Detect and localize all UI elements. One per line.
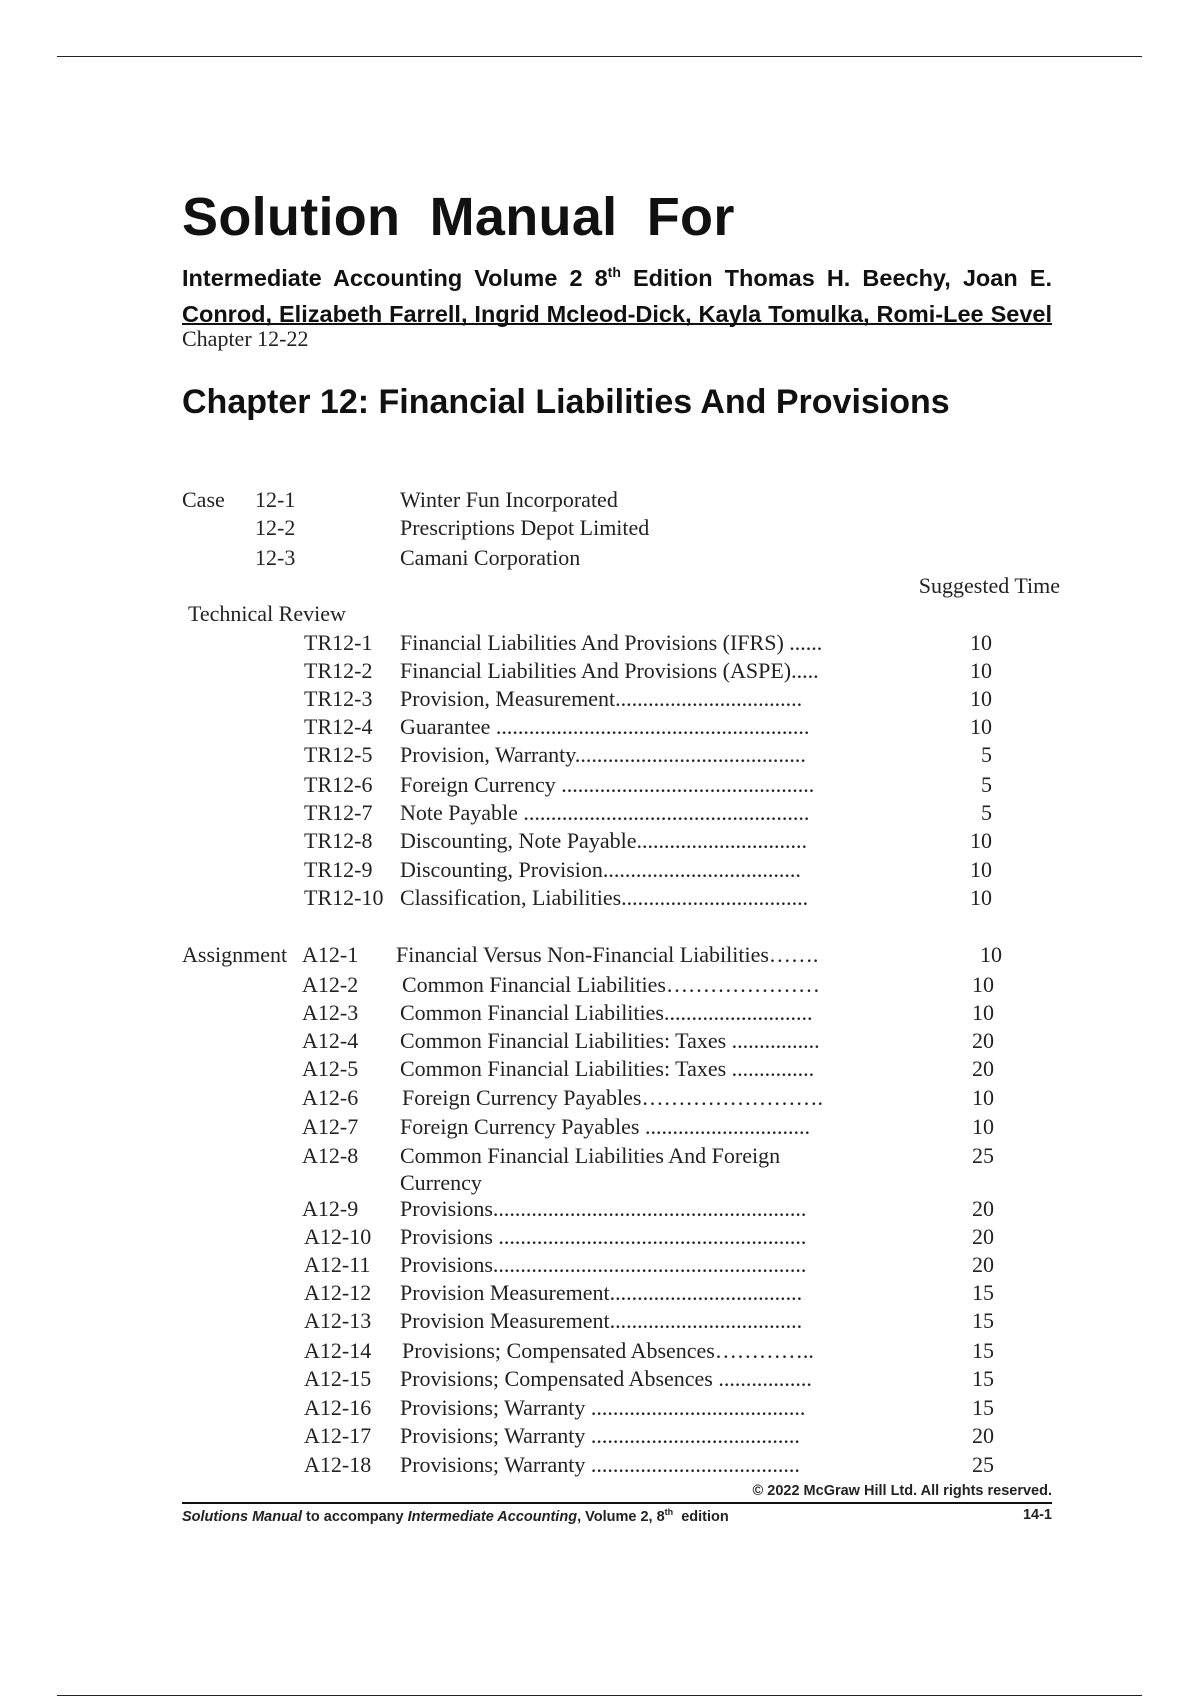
assignment-code: A12-13 [304, 1308, 372, 1333]
tr-time: 10 [970, 885, 992, 910]
assignment-time: 20 [972, 1028, 994, 1053]
assignment-time: 20 [972, 1252, 994, 1277]
case-title: Camani Corporation [400, 545, 581, 570]
assignment-time: 15 [972, 1308, 994, 1333]
assignment-time: 10 [972, 1000, 994, 1025]
tr-code: TR12-4 [304, 714, 373, 739]
assignment-code: A12-12 [304, 1280, 372, 1305]
assignment-row [182, 1085, 1052, 1111]
assignment-code: A12-16 [304, 1395, 372, 1420]
bottom-rule [57, 1695, 1142, 1696]
case-row [182, 515, 1052, 541]
tr-code: TR12-9 [304, 857, 373, 882]
tr-title: Note Payable .................................................... [400, 800, 810, 825]
chapter-range: Chapter 12-22 [182, 326, 309, 351]
assignment-code: A12-11 [304, 1252, 371, 1277]
assignment-code: A12-14 [304, 1338, 372, 1363]
assignment-title: Foreign Currency Payables .............................. [400, 1114, 810, 1139]
assignment-time: 10 [980, 942, 1002, 967]
book-subtitle [182, 254, 1052, 332]
assignment-time: 15 [972, 1395, 994, 1420]
subtitle-rule [182, 323, 1052, 325]
tr-title: Foreign Currency .............................................. [400, 772, 815, 797]
footer-text-3: edition [673, 1508, 729, 1525]
assignment-code: A12-6 [302, 1085, 359, 1110]
tr-row [182, 742, 1052, 768]
footer-text-1: to accompany [302, 1508, 408, 1525]
suggested-time-header: Suggested Time [918, 573, 1060, 598]
subtitle-authors: Edition Thomas H. Beechy, Joan E. Conrod, Elizabeth Farrell, Ingrid Mcleod-Dick, Kayla Tomulka, Romi-Lee Sevel [182, 264, 1052, 327]
assignment-code: A12-15 [304, 1366, 372, 1391]
assignment-time: 25 [972, 1452, 994, 1477]
assignment-title: Provisions; Compensated Absences………….. [402, 1338, 814, 1363]
assignment-row [182, 1395, 1052, 1421]
footer-superscript: th [664, 1507, 674, 1517]
assignment-row [182, 1252, 1052, 1278]
assignment-title: Common Financial Liabilities........................... [400, 1000, 813, 1025]
tr-row [182, 686, 1052, 712]
tr-time: 5 [981, 800, 992, 825]
assignment-row [182, 1308, 1052, 1334]
tr-row [182, 800, 1052, 826]
assignment-row [182, 1452, 1052, 1478]
assignment-row [182, 1114, 1052, 1140]
assignment-code: A12-2 [302, 972, 359, 997]
assignment-title: Provisions......................................................... [400, 1196, 807, 1221]
tr-title: Provision, Measurement.................................. [400, 686, 803, 711]
tr-row [182, 630, 1052, 656]
assignment-row [182, 1423, 1052, 1449]
assignment-row [182, 1143, 1052, 1169]
page-title: Solution Manual For [182, 187, 735, 247]
tr-code: TR12-5 [304, 742, 373, 767]
assignment-title: Provisions; Compensated Absences ................. [400, 1366, 812, 1391]
tr-row [182, 658, 1052, 684]
assignment-title: Provisions......................................................... [400, 1252, 807, 1277]
assignment-time: 15 [972, 1280, 994, 1305]
assignment-title: Foreign Currency Payables……………………. [402, 1085, 823, 1110]
assignment-code: A12-7 [302, 1114, 359, 1139]
assignment-time: 10 [972, 1085, 994, 1110]
assignment-row [182, 942, 1052, 968]
tr-title: Discounting, Provision.................................... [400, 857, 801, 882]
case-title: Prescriptions Depot Limited [400, 515, 650, 540]
assignment-time: 15 [972, 1366, 994, 1391]
footer-caption [182, 1507, 729, 1525]
assignment-title-continued: Currency [400, 1170, 482, 1195]
top-rule [57, 56, 1142, 57]
assignment-row [182, 1000, 1052, 1026]
case-code: 12-3 [255, 545, 296, 570]
assignment-row [182, 1366, 1052, 1392]
tr-code: TR12-8 [304, 828, 373, 853]
assignment-row [182, 972, 1052, 998]
tr-row [182, 772, 1052, 798]
assignment-code: A12-5 [302, 1056, 359, 1081]
assignment-time: 15 [972, 1338, 994, 1363]
case-label: Case [182, 487, 225, 512]
assignment-code: A12-17 [304, 1423, 372, 1448]
assignment-code: A12-18 [304, 1452, 372, 1477]
assignment-code: A12-9 [302, 1196, 359, 1221]
tr-time: 10 [970, 714, 992, 739]
tr-title: Classification, Liabilities.................................. [400, 885, 809, 910]
assignment-time: 20 [972, 1423, 994, 1448]
footer-rule [182, 1502, 1052, 1504]
assignment-code: A12-4 [302, 1028, 359, 1053]
assignment-title: Common Financial Liabilities………………… [402, 972, 820, 997]
tr-row [182, 857, 1052, 883]
assignment-title: Provisions; Warranty ...................................... [400, 1452, 800, 1477]
page-number: 14-1 [1022, 1507, 1052, 1523]
assignment-time: 10 [972, 1114, 994, 1139]
tr-code: TR12-10 [304, 885, 384, 910]
assignment-title: Common Financial Liabilities: Taxes ............... [400, 1056, 815, 1081]
tr-row [182, 714, 1052, 740]
assignment-row [182, 1028, 1052, 1054]
tr-time: 5 [981, 742, 992, 767]
tr-time: 5 [981, 772, 992, 797]
tr-code: TR12-7 [304, 800, 373, 825]
assignment-time: 10 [972, 972, 994, 997]
tr-code: TR12-6 [304, 772, 373, 797]
assignment-row-continuation [182, 1170, 1052, 1196]
assignment-title: Provision Measurement................................... [400, 1308, 803, 1333]
assignment-label: Assignment [182, 942, 288, 967]
tr-title: Discounting, Note Payable............................... [400, 828, 807, 853]
tr-code: TR12-2 [304, 658, 373, 683]
tr-time: 10 [970, 658, 992, 683]
assignment-title: Financial Versus Non-Financial Liabilities……. [396, 942, 819, 967]
tr-row [182, 828, 1052, 854]
assignment-title: Provision Measurement................................... [400, 1280, 803, 1305]
tr-row [182, 885, 1052, 911]
case-row [182, 545, 1052, 571]
assignment-time: 20 [972, 1224, 994, 1249]
subtitle-part: Intermediate Accounting Volume 2 8 [182, 264, 608, 291]
assignment-title: Common Financial Liabilities And Foreign [400, 1143, 781, 1168]
tr-title: Financial Liabilities And Provisions (IFRS) ...... [400, 630, 823, 655]
assignment-row [182, 1280, 1052, 1306]
assignment-row [182, 1056, 1052, 1082]
tr-title: Guarantee ......................................................... [400, 714, 810, 739]
footer-text-2: , Volume 2, 8 [577, 1508, 665, 1525]
copyright-notice: © 2022 McGraw Hill Ltd. All rights reserved. [752, 1483, 1052, 1499]
chapter-title: Chapter 12: Financial Liabilities And Provisions [182, 383, 950, 421]
assignment-code: A12-1 [302, 942, 359, 967]
assignment-title: Provisions; Warranty ...................................... [400, 1423, 800, 1448]
tr-time: 10 [970, 686, 992, 711]
assignment-title: Provisions; Warranty ....................................... [400, 1395, 806, 1420]
assignment-title: Common Financial Liabilities: Taxes ................ [400, 1028, 820, 1053]
tr-code: TR12-1 [304, 630, 373, 655]
case-code: 12-1 [255, 487, 296, 512]
assignment-row [182, 1338, 1052, 1364]
assignment-title: Provisions ........................................................ [400, 1224, 807, 1249]
assignment-code: A12-3 [302, 1000, 359, 1025]
tr-title: Provision, Warranty.......................................... [400, 742, 806, 767]
assignment-row [182, 1196, 1052, 1222]
assignment-row [182, 1224, 1052, 1250]
footer-italic-2: Intermediate Accounting [407, 1508, 578, 1525]
assignment-code: A12-8 [302, 1143, 359, 1168]
tr-time: 10 [970, 630, 992, 655]
case-row [182, 487, 1052, 513]
tr-time: 10 [970, 857, 992, 882]
assignment-code: A12-10 [304, 1224, 372, 1249]
case-title: Winter Fun Incorporated [400, 487, 618, 512]
technical-review-label: Technical Review [188, 601, 346, 626]
tr-time: 10 [970, 828, 992, 853]
subtitle-superscript: th [607, 264, 621, 280]
tr-code: TR12-3 [304, 686, 373, 711]
assignment-time: 20 [972, 1056, 994, 1081]
footer-italic-1: Solutions Manual [182, 1508, 303, 1525]
assignment-time: 25 [972, 1143, 994, 1168]
case-code: 12-2 [255, 515, 296, 540]
assignment-time: 20 [972, 1196, 994, 1221]
tr-title: Financial Liabilities And Provisions (ASPE)..... [400, 658, 819, 683]
